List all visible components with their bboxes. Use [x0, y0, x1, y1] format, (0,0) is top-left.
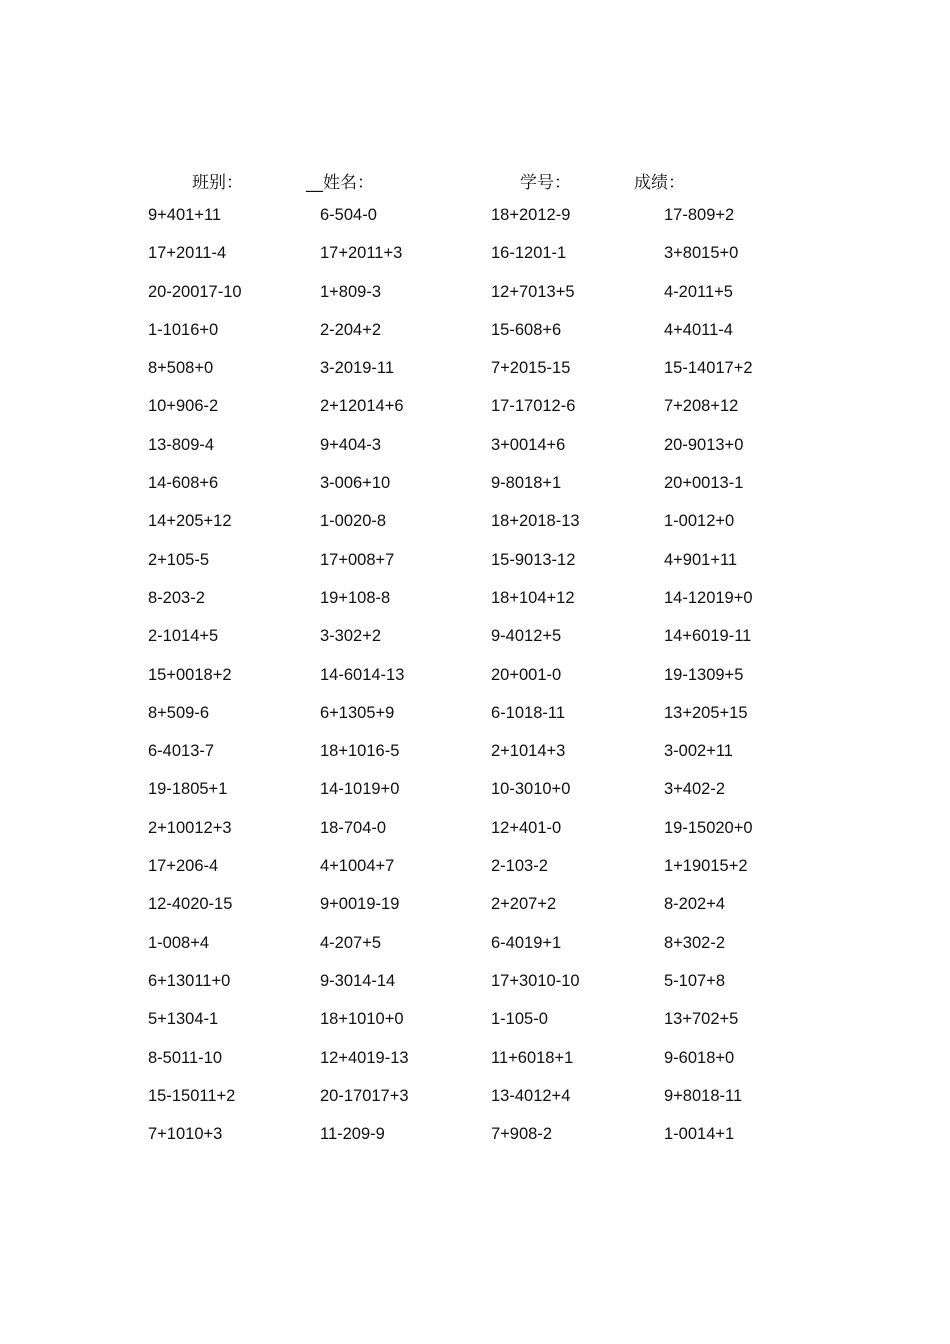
arithmetic-problem: 3-002+11: [664, 742, 733, 761]
arithmetic-problem: 6+13011+0: [148, 971, 231, 990]
arithmetic-problem: 13+702+5: [664, 1010, 739, 1029]
score-label: 成绩：: [634, 173, 685, 193]
arithmetic-problem: 11+6018+1: [491, 1048, 574, 1067]
arithmetic-problem: 1-0014+1: [664, 1125, 735, 1144]
arithmetic-problem: 14-608+6: [148, 474, 219, 493]
arithmetic-problem: 3+402-2: [664, 780, 726, 799]
arithmetic-problem: 18+104+12: [491, 588, 575, 607]
name-label: __姓名：: [306, 173, 374, 193]
arithmetic-problem: 9+0019-19: [320, 895, 400, 914]
arithmetic-problem: 8+509-6: [148, 703, 210, 722]
arithmetic-problem: 20+0013-1: [664, 474, 744, 493]
arithmetic-problem: 17+2011+3: [320, 244, 403, 263]
arithmetic-problem: 17+206-4: [148, 857, 219, 876]
arithmetic-problem: 10+906-2: [148, 397, 219, 416]
problem-row: [148, 206, 848, 244]
arithmetic-problem-grid: [148, 206, 848, 1159]
arithmetic-problem: 18-704-0: [320, 818, 387, 837]
problem-row: [148, 895, 848, 933]
problem-row: [148, 742, 848, 780]
problem-row: [148, 627, 848, 665]
problem-row: [148, 359, 848, 397]
arithmetic-problem: 1+809-3: [320, 282, 382, 301]
arithmetic-problem: 9-3014-14: [320, 971, 396, 990]
arithmetic-problem: 15+0018+2: [148, 665, 232, 684]
arithmetic-problem: 16-1201-1: [491, 244, 567, 263]
arithmetic-problem: 20+001-0: [491, 665, 562, 684]
arithmetic-problem: 2+105-5: [148, 550, 210, 569]
problem-row: [148, 397, 848, 435]
arithmetic-problem: 14+205+12: [148, 512, 232, 531]
student-id-label: 学号：: [520, 173, 571, 193]
arithmetic-problem: 19+108-8: [320, 588, 391, 607]
arithmetic-problem: 19-1805+1: [148, 780, 228, 799]
problem-row: [148, 512, 848, 550]
arithmetic-problem: 20-9013+0: [664, 435, 744, 454]
class-label: 班别：: [192, 173, 243, 193]
arithmetic-problem: 12+4019-13: [320, 1048, 409, 1067]
arithmetic-problem: 9+404-3: [320, 435, 382, 454]
arithmetic-problem: 19-15020+0: [664, 818, 753, 837]
arithmetic-problem: 18+1010+0: [320, 1010, 404, 1029]
problem-row: [148, 857, 848, 895]
arithmetic-problem: 8-5011-10: [148, 1048, 223, 1067]
arithmetic-problem: 1-1016+0: [148, 320, 219, 339]
arithmetic-problem: 4-207+5: [320, 933, 382, 952]
arithmetic-problem: 3+0014+6: [491, 435, 566, 454]
arithmetic-problem: 7+2015-15: [491, 359, 571, 378]
arithmetic-problem: 4+1004+7: [320, 857, 395, 876]
arithmetic-problem: 18+2018-13: [491, 512, 580, 531]
arithmetic-problem: 11-209-9: [320, 1125, 385, 1144]
arithmetic-problem: 2+10012+3: [148, 818, 232, 837]
arithmetic-problem: 2+12014+6: [320, 397, 404, 416]
problem-row: [148, 666, 848, 704]
arithmetic-problem: 12+7013+5: [491, 282, 575, 301]
arithmetic-problem: 1+19015+2: [664, 857, 748, 876]
problem-row: [148, 474, 848, 512]
problem-row: [148, 1010, 848, 1048]
arithmetic-problem: 6-4019+1: [491, 933, 562, 952]
arithmetic-problem: 14-12019+0: [664, 588, 753, 607]
arithmetic-problem: 17-809+2: [664, 206, 735, 224]
arithmetic-problem: 18+2012-9: [491, 206, 571, 224]
arithmetic-problem: 2-1014+5: [148, 627, 219, 646]
arithmetic-problem: 17-17012-6: [491, 397, 576, 416]
arithmetic-problem: 7+908-2: [491, 1125, 553, 1144]
arithmetic-problem: 20-17017+3: [320, 1086, 409, 1105]
arithmetic-problem: 6-4013-7: [148, 742, 215, 761]
arithmetic-problem: 2+207+2: [491, 895, 557, 914]
arithmetic-problem: 4+4011-4: [664, 320, 733, 339]
problem-row: [148, 934, 848, 972]
arithmetic-problem: 12-4020-15: [148, 895, 233, 914]
problem-row: [148, 244, 848, 282]
arithmetic-problem: 9+401+11: [148, 206, 222, 224]
arithmetic-problem: 6-1018-11: [491, 703, 566, 722]
arithmetic-problem: 2-103-2: [491, 857, 548, 876]
arithmetic-problem: 13+205+15: [664, 703, 748, 722]
arithmetic-problem: 15-9013-12: [491, 550, 576, 569]
arithmetic-problem: 1-008+4: [148, 933, 210, 952]
arithmetic-problem: 17+2011-4: [148, 244, 227, 263]
arithmetic-problem: 3+8015+0: [664, 244, 739, 263]
arithmetic-problem: 3-302+2: [320, 627, 382, 646]
arithmetic-problem: 3-2019-11: [320, 359, 395, 378]
problem-row: [148, 1087, 848, 1125]
arithmetic-problem: 13-4012+4: [491, 1086, 571, 1105]
arithmetic-problem: 6+1305+9: [320, 703, 395, 722]
problem-row: [148, 704, 848, 742]
arithmetic-problem: 4-2011+5: [664, 282, 733, 301]
arithmetic-problem: 8+302-2: [664, 933, 726, 952]
arithmetic-problem: 12+401-0: [491, 818, 562, 837]
arithmetic-problem: 5-107+8: [664, 971, 726, 990]
arithmetic-problem: 9-4012+5: [491, 627, 562, 646]
arithmetic-problem: 19-1309+5: [664, 665, 744, 684]
arithmetic-problem: 20-20017-10: [148, 282, 242, 301]
arithmetic-problem: 17+008+7: [320, 550, 395, 569]
problem-row: [148, 819, 848, 857]
arithmetic-problem: 9-6018+0: [664, 1048, 735, 1067]
arithmetic-problem: 13-809-4: [148, 435, 215, 454]
arithmetic-problem: 10-3010+0: [491, 780, 571, 799]
problem-row: [148, 321, 848, 359]
problem-row: [148, 589, 848, 627]
arithmetic-problem: 9+8018-11: [664, 1086, 743, 1105]
arithmetic-problem: 1-105-0: [491, 1010, 548, 1029]
arithmetic-problem: 15-15011+2: [148, 1086, 236, 1105]
arithmetic-problem: 14+6019-11: [664, 627, 752, 646]
arithmetic-problem: 14-6014-13: [320, 665, 405, 684]
arithmetic-problem: 14-1019+0: [320, 780, 400, 799]
problem-row: [148, 436, 848, 474]
arithmetic-problem: 2-204+2: [320, 320, 382, 339]
arithmetic-problem: 2+1014+3: [491, 742, 566, 761]
arithmetic-problem: 5+1304-1: [148, 1010, 219, 1029]
arithmetic-problem: 7+1010+3: [148, 1125, 223, 1144]
arithmetic-problem: 4+901+11: [664, 550, 738, 569]
arithmetic-problem: 17+3010-10: [491, 971, 580, 990]
problem-row: [148, 972, 848, 1010]
arithmetic-problem: 8-202+4: [664, 895, 726, 914]
arithmetic-problem: 1-0020-8: [320, 512, 387, 531]
problem-row: [148, 1049, 848, 1087]
problem-row: [148, 551, 848, 589]
arithmetic-problem: 1-0012+0: [664, 512, 735, 531]
arithmetic-problem: 9-8018+1: [491, 474, 562, 493]
arithmetic-problem: 15-14017+2: [664, 359, 753, 378]
problem-row: [148, 1125, 848, 1159]
arithmetic-problem: 18+1016-5: [320, 742, 400, 761]
arithmetic-problem: 15-608+6: [491, 320, 562, 339]
arithmetic-problem: 8-203-2: [148, 588, 205, 607]
problem-row: [148, 283, 848, 321]
arithmetic-problem: 3-006+10: [320, 474, 391, 493]
arithmetic-problem: 7+208+12: [664, 397, 739, 416]
arithmetic-problem: 6-504-0: [320, 206, 377, 224]
arithmetic-problem: 8+508+0: [148, 359, 214, 378]
problem-row: [148, 780, 848, 818]
